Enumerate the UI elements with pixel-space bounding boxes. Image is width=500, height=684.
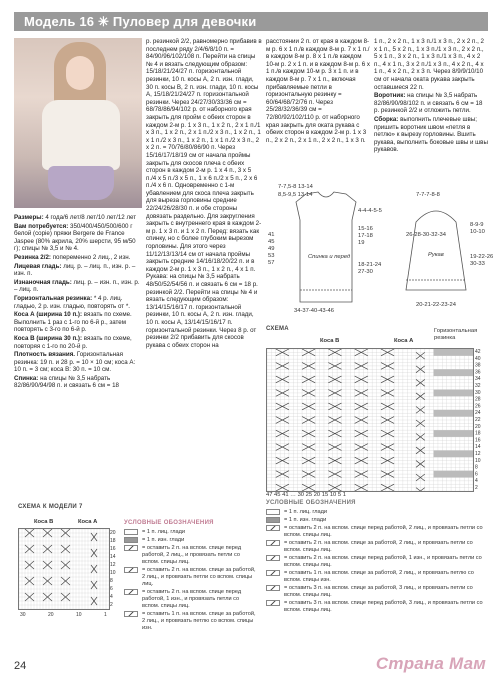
legend-main-item <box>266 555 488 569</box>
rib-label: Резинка 2/2: <box>14 253 51 261</box>
small-col-number: 1 <box>104 612 107 618</box>
main-horiz-band <box>434 390 473 397</box>
legend-small-item <box>124 611 256 632</box>
legend-main-title: УСЛОВНЫЕ ОБОЗНАЧЕНИЯ <box>266 500 356 506</box>
small-chart-col-a: Коса А <box>78 519 98 525</box>
collar-label: Воротник: <box>374 92 406 100</box>
legend-small-symbol <box>124 589 138 595</box>
right-column-2 <box>374 38 488 178</box>
main-chart-title: СХЕМА <box>266 326 289 332</box>
legend-main-text: = оставить 2 п. на вспом. спице перед работой, 1 изн., и провязать петли со вспом. спицы лиц. <box>284 555 482 568</box>
small-row-number: 6 <box>110 586 113 592</box>
main-row-number: 12 <box>475 451 481 457</box>
cableA-value: вязать по схеме. Выполнить 1 раз с 1-го по 6-й р., затем повторять с 3-го по 6-й р. <box>14 311 132 334</box>
sleeve-right1-label: 8-9-9 10-10 <box>470 222 485 235</box>
density-label: Плотность вязания. <box>14 351 76 359</box>
sizes-value: 4 года/6 лет/8 лет/10 лет/12 лет <box>45 214 137 221</box>
small-chart-rows <box>110 528 120 608</box>
sleeve-center-label: Рукав <box>428 252 444 258</box>
photo-sweater <box>42 100 120 170</box>
main-row-number: 34 <box>475 376 481 383</box>
legend-main-item <box>266 509 488 516</box>
site-logo: Страна Мам <box>375 654 486 673</box>
legend-main-symbol <box>266 525 280 531</box>
legend-small-text: = оставить 1 п. на вспом. спице за работой, 2 лиц., и провязать петлю со вспом. спицы изн. <box>142 611 256 631</box>
right-column-1 <box>266 38 370 150</box>
legend-small-text: = оставить 2 п. на вспом. спице перед работой, 1 изн., и провязать петли со вспом. спицы лиц. <box>142 589 242 609</box>
legend-small-symbol <box>124 567 138 573</box>
main-chart-rows <box>474 348 488 490</box>
main-row-number: 18 <box>475 430 481 437</box>
main-horiz-band <box>434 410 473 417</box>
legend-small-title: УСЛОВНЫЕ ОБОЗНАЧЕНИЯ <box>124 520 214 526</box>
body-top-label: 7-7,5-8 13-14 <box>278 184 313 190</box>
legend-main-symbol <box>266 509 280 515</box>
rib-value: попеременно 2 лиц., 2 изн. <box>52 253 131 261</box>
photo-skirt <box>48 166 114 200</box>
legend-main-item <box>266 540 488 554</box>
main-chart-col-a: Коса А <box>394 338 414 344</box>
main-row-number: 8 <box>475 464 478 471</box>
main-row-number: 40 <box>475 355 481 362</box>
main-row-number: 16 <box>475 437 481 444</box>
model-photo <box>14 38 142 208</box>
legend-main <box>266 500 488 615</box>
main-row-number: 38 <box>475 362 481 369</box>
body-h2-label: 18-21-24 27-30 <box>358 262 382 275</box>
main-row-number: 20 <box>475 423 481 430</box>
legend-main-text: = оставить 3 п. на вспом. спице перед работой, 3 лиц., и провязать петли со вспом. спицы лиц. <box>284 600 483 613</box>
small-row-number: 18 <box>110 538 116 544</box>
main-row-number: 10 <box>475 457 481 464</box>
garment-schematics <box>266 182 494 332</box>
density-value: Горизонтальная резинка: 19 п. и 28 р. = 10 × 10 см; коса А: 10 п. = 3 см; коса В: 30 п. = 10 см. <box>14 351 136 374</box>
small-row-number: 20 <box>110 530 116 536</box>
right-text-2: 1 п., 2 х 2 п., 1 х 3 п./1 х 3 п., 2 х 2 п., 2 х 1 п., 5 х 2 п., 1 х 3 п./1 х 3 п., 2 х 2 п., 5 х 1 п., 3 х 2 п., 1 х 3 п./1 х 3 п., 4 х 2 п., 4 х 1 п., 3 х 2 п./1 х 3 п., 4 х 2 п., 4 х 1 п., 4 х 2 п., 2 х 3 п. Через 8/9/9/10/10 см от начала оката рукава закрыть оставшиеся 22 п. <box>374 38 484 91</box>
left-column <box>14 214 142 496</box>
main-row-number: 4 <box>475 478 478 485</box>
reverse-label: Изнаночная гладь: <box>14 278 72 286</box>
sleeve-bottom-label: 20-21-22-23-24 <box>416 302 456 308</box>
legend-main-item <box>266 600 488 614</box>
back-label: Спинка: <box>14 374 39 382</box>
middle-text: р. резинкой 2/2, равномерно прибавив в последнем ряду 2/4/6/8/10 п. = 84/90/96/102/108 п. Перейти на спицы № 4 и вязать следующим образом: 15/18/21/24/27 п. горизонтальной резинки, 10 п. косы А, 2 п. изн. глади, 30 п. косы В, 2 п. изн. глади, 10 п. косы А, 15/18/21/24/27 п. горизонтальной резинки. Через 24/27/30/33/36 см = 68/78/86/94/102 р. от наборного края закрыть для пройм с обеих сторон в каждом 2-м р. 1 х 3 п., 1 х 2 п., 2 х 1 п./1 х 3 п., 1 х 2 п., 2 х 1 п./2 х 3 п., 1 х 2 п., 1 х 1 п./2 х 3 п., 1 х 2 п., 1 х 1 п./2 х 3 п., 2 х 2 п. = 70/76/80/86/90 п. Через 15/16/17/18/19 см от начала проймы закрыть для скосов плеча с обеих сторон в каждом 2-м р. 1 х 4 п., 3 х 5 п./4 х 5 п./3 х 5 п., 1 х 6 п./2 х 5 п., 2 х 6 п./4 х 6 п. Одновременно с 1-м убавлением для скоса плеча закрыть для выреза горловины средние 22/24/26/28/30 п. и обе стороны довязать раздельно. Для закругления закрыть с внутреннего края в каждом 2-м р. 1 х 3 п. и 1 х 2 п. Перед: вязать как спинку, но с более глубоким вырезом горловины. Для этого через 11/12/13/13/14 см от начала проймы закрыть средние 14/16/18/20/22 п. и в каждом 2-м р. 1 х 3 п., 1 х 2 п., 4 х 1 п. Рукава: на спицы № 3,5 набрать 48/50/52/54/56 п. и связать 6 см = 18 р. резинкой 2/2. Перейти на спицы № 4 и вязать следующим образом: 13/14/15/16/17 п. горизонтальной резинки, 10 п. косы А, 2 п. изн. глади, 10 п. косы А, 13/14/15/16/17 п. горизонтальной резинки. Через 8 р. от резинки 2/2 прибавить для скосов рукава с обеих сторон на <box>146 38 262 349</box>
small-row-number: 4 <box>110 594 113 600</box>
main-row-number: 42 <box>475 349 481 355</box>
legend-main-text: = оставить 3 п. на вспом. спице за работой, 3 лиц., и провязать петли со вспом. спицы лиц. <box>284 585 473 598</box>
main-chart-col-horiz: Горизонтальная резинка <box>434 328 478 341</box>
main-row-number: 26 <box>475 403 481 410</box>
main-horiz-band <box>434 430 473 437</box>
cableB-label: Коса В (ширина 30 п.): <box>14 334 83 342</box>
legend-main-item <box>266 570 488 584</box>
assembly-value: выполнить плечевые швы; пришить воротник швом «петля в петлю» к вырезу горловины. Вшить рукава, выполнить боковые швы и швы рукавов. <box>374 115 488 154</box>
legend-small-item <box>124 567 256 588</box>
legend-main-symbol <box>266 540 280 546</box>
legend-small-text: = 1 п. лиц. глади <box>142 529 186 535</box>
sleeve-mid-label: 26-28-30-32-34 <box>406 232 446 238</box>
main-row-number: 24 <box>475 410 481 417</box>
legend-main-symbol <box>266 600 280 606</box>
main-horiz-band <box>434 349 473 356</box>
collar-value: на спицы № 3,5 набрать 82/86/90/98/102 п. и связать 6 см = 18 р. резинкой 2/2 и отложить петли. <box>374 92 483 115</box>
horiz-value: * 4 р. лиц. гладью, 2 р. изн. гладью, повторять от *. <box>14 294 130 310</box>
reverse-value: лиц. р. – изн. п., изн. р. – лиц. п. <box>14 278 140 294</box>
small-col-number: 30 <box>20 612 26 618</box>
main-chart-col-b: Коса B <box>320 338 340 344</box>
main-chart-bottom-numbers: 47 45 41 … 30 25 20 15 10 5 1 <box>266 492 346 498</box>
needs-value: 350/400/450/500/600 г белой (copie) пряжи Bergere de France Jaspee (80% акрила, 20% шерсти, 95 м/50 г); спицы № 3,5 и № 4. <box>14 222 136 253</box>
main-row-number: 14 <box>475 444 481 451</box>
body-schematic <box>296 192 356 302</box>
main-horiz-band <box>434 471 473 478</box>
cableB-value: вязать по схеме, повторяя с 1-го по 20-й р. <box>14 334 132 350</box>
legend-small-item <box>124 589 256 610</box>
main-row-number: 32 <box>475 383 481 389</box>
legend-main-symbol <box>266 585 280 591</box>
legend-small-item <box>124 529 256 536</box>
small-col-number: 20 <box>48 612 54 618</box>
body-bottom-label: 34-37-40-43-46 <box>294 308 334 314</box>
main-row-number: 28 <box>475 396 481 403</box>
right-text-1: расстоянии 2 п. от края в каждом 8-м р. 6 х 1 п./в каждом 8-м р. 7 х 1 п./в каждом 8-м р. 8 х 1 п./в каждом 10-м р. 2 х 1 п. и в каждом 8-м р. 6 х 1 п./в каждом 10-м р. 3 х 1 п. и в каждом 8-м р. 7 х 1 п., включая прибавляемые петли в горизонтальную резинку = 60/64/68/72/76 п. Через 25/28/32/36/39 см = 72/80/92/102/110 р. от наборного края закрыть для оката рукава с обеих сторон в каждом 2-м р. 1 х 3 п., 2 х 2 п., 2 х 1 п., 2 х 2 п., 1 х 3 п. <box>266 38 370 144</box>
small-row-number: 16 <box>110 546 116 552</box>
back-value: на спицы № 3,5 набрать 82/86/90/94/98 п. и связать 6 см = 18 <box>14 374 119 390</box>
cableA-label: Коса А (ширина 10 п.): <box>14 311 83 319</box>
legend-small-item <box>124 537 256 544</box>
legend-main-symbol <box>266 555 280 561</box>
legend-small-item <box>124 545 256 566</box>
page-header <box>14 12 488 31</box>
main-row-number: 6 <box>475 471 478 478</box>
body-neck-label: 4-4-4-5-5 <box>358 208 382 214</box>
small-row-number: 14 <box>110 554 116 560</box>
body-center-label: Спинка и перед <box>308 254 351 260</box>
small-row-number: 10 <box>110 570 116 576</box>
legend-main-text: = оставить 1 п. на вспом. спице за работой, 2 лиц., и провязать петлю со вспом. спицы изн. <box>284 570 474 583</box>
legend-main-text: = 1 п. лиц. глади <box>284 509 328 515</box>
legend-main-symbol <box>266 570 280 576</box>
main-row-number: 36 <box>475 369 481 376</box>
assembly-label: Сборка: <box>374 115 399 123</box>
stockinette-value: лиц. р. – лиц. п., изн. р. – изн. п. <box>14 262 136 278</box>
small-chart-grid <box>18 528 110 610</box>
legend-main-text: = оставить 2 п. на вспом. спице перед работой, 2 лиц., и провязать петли со вспом. спицы лиц. <box>284 525 483 538</box>
main-row-number: 22 <box>475 417 481 423</box>
small-chart-cols <box>18 610 108 618</box>
legend-main-item <box>266 517 488 524</box>
legend-main-item <box>266 525 488 539</box>
body-top-label-2: 8,5-9,5 13-14 <box>278 192 313 198</box>
main-horiz-band <box>434 450 473 457</box>
legend-small-symbol <box>124 545 138 551</box>
legend-main-text: = оставить 2 п. на вспом. спице за работой, 2 лиц., и провязать петли со вспом. спицы лиц. <box>284 540 473 553</box>
legend-small-symbol <box>124 537 138 543</box>
legend-small-symbol <box>124 529 138 535</box>
middle-column <box>146 38 262 496</box>
sleeve-top-label: 7-7-7-8-8 <box>416 192 440 198</box>
needs-label: Вам потребуется: <box>14 222 69 230</box>
main-chart-grid <box>266 348 474 492</box>
small-chart-title: СХЕМА К МОДЕЛИ 7 <box>18 504 83 510</box>
legend-main-text: = 1 п. изн. глади <box>284 517 327 523</box>
body-h1-label: 15-16 17-18 19 <box>358 226 373 246</box>
legend-small-symbol <box>124 611 138 617</box>
photo-face <box>66 56 94 90</box>
small-row-number: 2 <box>110 602 113 608</box>
main-row-number: 30 <box>475 389 481 396</box>
main-row-number: 2 <box>475 485 478 490</box>
small-row-number: 8 <box>110 578 113 584</box>
page-title: Модель 16 ✳ Пуловер для девочки <box>24 13 257 29</box>
small-chart-col-b: Коса B <box>34 519 54 525</box>
page-number: 24 <box>14 660 27 672</box>
main-horiz-band <box>434 369 473 376</box>
horiz-label: Горизонтальная резинка: <box>14 294 93 302</box>
legend-small-text: = 1 п. изн. глади <box>142 537 185 543</box>
small-row-number: 12 <box>110 562 116 568</box>
legend-main-symbol <box>266 517 280 523</box>
legend-small <box>124 520 256 633</box>
legend-small-text: = оставить 2 п. на вспом. спице за работой, 2 лиц., и провязать петли со вспом. спицы лиц. <box>142 567 256 587</box>
sleeve-schematic <box>406 211 466 290</box>
small-col-number: 10 <box>76 612 82 618</box>
legend-small-text: = оставить 2 п. на вспом. спице перед работой, 2 лиц., и провязать петли со вспом. спицы лиц. <box>142 545 242 565</box>
body-left-label: 41 45 49 53 57 <box>268 232 275 266</box>
sleeve-right2-label: 19-22-26 30-33 <box>470 254 494 267</box>
legend-main-item <box>266 585 488 599</box>
stockinette-label: Лицевая гладь: <box>14 262 62 270</box>
sizes-label: Размеры: <box>14 214 44 221</box>
